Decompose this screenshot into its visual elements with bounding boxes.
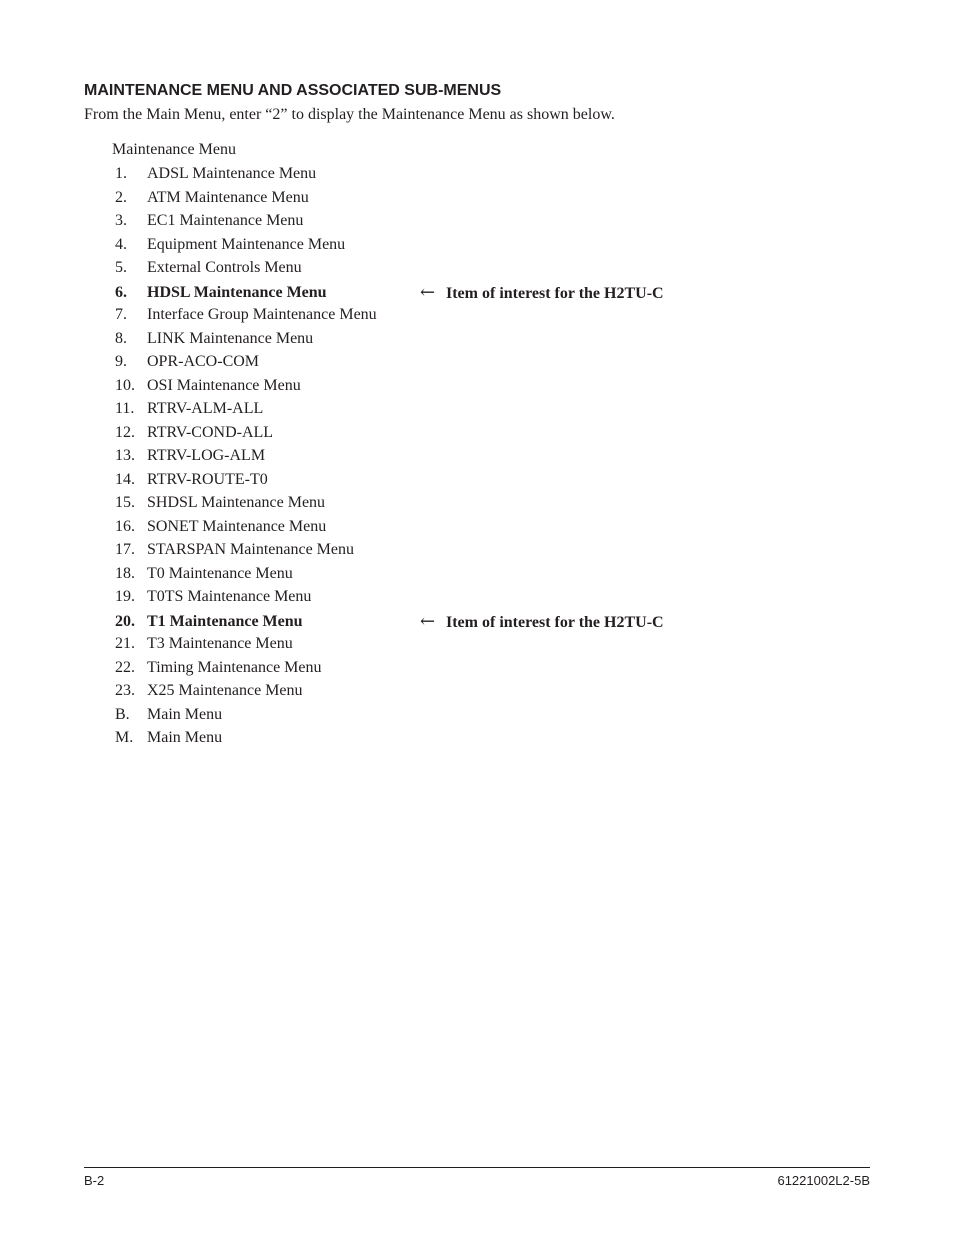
menu-item-number: 13.	[115, 447, 135, 464]
menu-item-label: LINK Maintenance Menu	[147, 330, 314, 347]
menu-item	[0, 376, 800, 396]
menu-item-label: Timing Maintenance Menu	[147, 659, 322, 676]
menu-item-label: SONET Maintenance Menu	[147, 518, 327, 535]
menu-item-label: T1 Maintenance Menu	[147, 613, 303, 630]
menu-item	[0, 728, 800, 748]
menu-item-label: RTRV-LOG-ALM	[147, 447, 266, 464]
menu-item-number: 12.	[115, 424, 135, 441]
menu-item-number: 8.	[115, 330, 127, 347]
menu-item-number: 22.	[115, 659, 135, 676]
menu-title: Maintenance Menu	[112, 141, 236, 158]
menu-item-number: 1.	[115, 165, 127, 182]
menu-item-number: 4.	[115, 236, 127, 253]
note-text: Item of interest for the H2TU-C	[446, 285, 664, 302]
menu-item-label: Interface Group Maintenance Menu	[147, 306, 377, 323]
menu-item-number: 6.	[115, 284, 127, 301]
menu-item	[0, 517, 800, 537]
menu-item-label: ADSL Maintenance Menu	[147, 165, 317, 182]
footer-document-number: 61221002L2-5B	[777, 1173, 870, 1188]
menu-item-number: 15.	[115, 494, 135, 511]
menu-item-number: 19.	[115, 588, 135, 605]
menu-item-label: RTRV-ROUTE-T0	[147, 471, 268, 488]
menu-item-label: STARSPAN Maintenance Menu	[147, 541, 355, 558]
menu-item-number: 21.	[115, 635, 135, 652]
menu-item	[0, 681, 800, 701]
menu-item	[0, 493, 800, 513]
menu-item-label: T0 Maintenance Menu	[147, 565, 293, 582]
footer-page-number: B-2	[84, 1173, 105, 1188]
menu-item-label: T3 Maintenance Menu	[147, 635, 293, 652]
menu-item-label: X25 Maintenance Menu	[147, 682, 303, 699]
menu-item	[0, 446, 800, 466]
left-arrow-icon: ←	[420, 282, 436, 303]
menu-item-number: 20.	[115, 613, 135, 630]
menu-item	[0, 423, 800, 443]
left-arrow-icon: ←	[420, 611, 436, 632]
menu-item	[0, 705, 800, 725]
menu-item-number: 18.	[115, 565, 135, 582]
menu-item-label: ATM Maintenance Menu	[147, 189, 309, 206]
menu-item	[0, 634, 800, 654]
menu-item-number: 17.	[115, 541, 135, 558]
menu-item-label: RTRV-COND-ALL	[147, 424, 274, 441]
menu-item-number: 2.	[115, 189, 127, 206]
menu-item-number: 10.	[115, 377, 135, 394]
footer-divider	[84, 1167, 870, 1168]
menu-item-number: 5.	[115, 259, 127, 276]
intro-paragraph: From the Main Menu, enter “2” to display the Maintenance Menu as shown below.	[84, 106, 615, 123]
item-of-interest-note	[420, 283, 664, 304]
menu-item-number: 16.	[115, 518, 135, 535]
menu-item-label: SHDSL Maintenance Menu	[147, 494, 326, 511]
menu-item	[0, 399, 800, 419]
section-heading: MAINTENANCE MENU AND ASSOCIATED SUB-MENUS	[84, 82, 502, 99]
menu-item-number: M.	[115, 729, 134, 746]
menu-item	[0, 235, 800, 255]
menu-item	[0, 258, 800, 278]
menu-item-label: HDSL Maintenance Menu	[147, 284, 327, 301]
menu-item-label: Main Menu	[147, 729, 223, 746]
note-text: Item of interest for the H2TU-C	[446, 614, 664, 631]
menu-item	[0, 164, 800, 184]
menu-item	[0, 612, 800, 632]
menu-item	[0, 540, 800, 560]
menu-item-number: 3.	[115, 212, 127, 229]
menu-item	[0, 587, 800, 607]
menu-item-label: T0TS Maintenance Menu	[147, 588, 312, 605]
menu-item	[0, 470, 800, 490]
menu-item	[0, 352, 800, 372]
menu-item-label: OSI Maintenance Menu	[147, 377, 301, 394]
menu-item-number: 11.	[115, 400, 135, 417]
menu-item	[0, 658, 800, 678]
menu-item-number: 9.	[115, 353, 127, 370]
menu-item-number: B.	[115, 706, 130, 723]
menu-item	[0, 564, 800, 584]
menu-item	[0, 211, 800, 231]
item-of-interest-note	[420, 612, 664, 633]
menu-item-label: External Controls Menu	[147, 259, 302, 276]
menu-item-number: 14.	[115, 471, 135, 488]
menu-item	[0, 305, 800, 325]
menu-item-label: Equipment Maintenance Menu	[147, 236, 346, 253]
menu-item-label: RTRV-ALM-ALL	[147, 400, 264, 417]
menu-item-label: OPR-ACO-COM	[147, 353, 260, 370]
menu-item	[0, 188, 800, 208]
menu-item-label: Main Menu	[147, 706, 223, 723]
menu-item-number: 23.	[115, 682, 135, 699]
menu-item-label: EC1 Maintenance Menu	[147, 212, 304, 229]
menu-item-number: 7.	[115, 306, 127, 323]
menu-item	[0, 283, 800, 303]
menu-item	[0, 329, 800, 349]
